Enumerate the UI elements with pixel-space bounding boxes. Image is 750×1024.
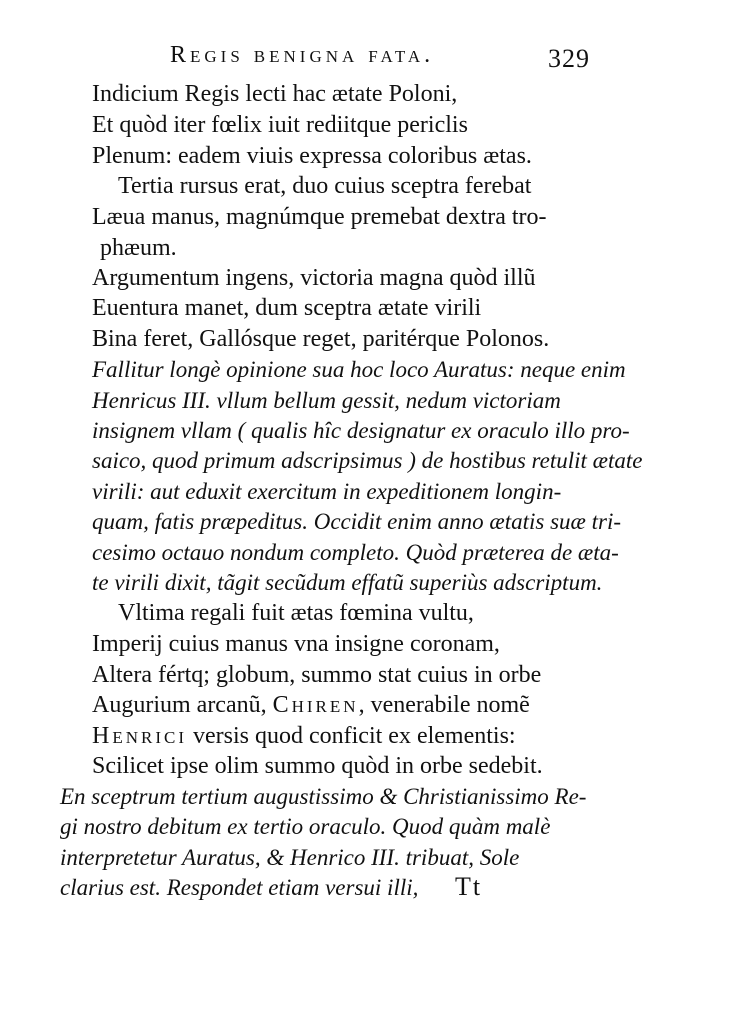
- commentary-line: Henricus III. vllum bellum gessit, nedum victoriam: [92, 388, 561, 413]
- verse-line: Læua manus, magnúmque premebat dextra tro-: [92, 204, 547, 230]
- king-name: Henrici: [92, 723, 187, 749]
- verse-line: Plenum: eadem viuis expressa coloribus ætas.: [92, 143, 532, 169]
- verse-line: Indicium Regis lecti hac ætate Poloni,: [92, 81, 458, 107]
- anagram-name: Chiren: [272, 692, 359, 718]
- commentary-line: cesimo octauo nondum completo. Quòd præterea de æta-: [92, 540, 619, 565]
- commentary-line: quam, fatis præpeditus. Occidit enim anno ætatis suæ tri-: [92, 509, 622, 534]
- commentary-line: virili: aut eduxit exercitum in expeditionem longin-: [92, 479, 562, 504]
- commentary-line: En sceptrum tertium augustissimo & Christianissimo Re-: [60, 784, 587, 809]
- commentary-line: te virili dixit, tãgit secũdum effatũ superiùs adscriptum.: [92, 570, 603, 595]
- verse-line: Tertia rursus erat, duo cuius sceptra ferebat: [118, 173, 532, 199]
- catchword: Tt: [455, 872, 483, 901]
- verse-line: [92, 724, 516, 748]
- commentary-line: insignem vllam ( qualis hîc designatur ex oraculo illo pro-: [92, 418, 630, 443]
- page-header: [170, 42, 590, 78]
- verse-text: , venerabile nomẽ: [358, 692, 530, 718]
- verse-line: Argumentum ingens, victoria magna quòd illũ: [92, 265, 536, 291]
- commentary-line: Fallitur longè opinione sua hoc loco Auratus: neque enim: [92, 357, 626, 382]
- commentary-line: gi nostro debitum ex tertio oraculo. Quod quàm malè: [60, 814, 551, 839]
- commentary-line: saico, quod primum adscripsimus ) de hostibus retulit ætate: [92, 448, 643, 473]
- commentary-line: interpretetur Auratus, & Henrico III. tribuat, Sole: [60, 845, 520, 870]
- verse-text: Augurium arcanũ,: [92, 692, 273, 718]
- commentary-line: clarius est. Respondet etiam versui illi,: [60, 875, 419, 900]
- verse-line: Vltima regali fuit ætas fœmina vultu,: [118, 600, 474, 626]
- verse-line: Euentura manet, dum sceptra ætate virili: [92, 295, 482, 321]
- verse-text: versis quod conficit ex elementis:: [187, 723, 516, 749]
- verse-line: Imperij cuius manus vna insigne coronam,: [92, 631, 500, 657]
- verse-line: Altera fértq; globum, summo stat cuius in orbe: [92, 662, 542, 688]
- page-number: 329: [548, 44, 590, 73]
- verse-line: Bina feret, Gallósque reget, paritérque Polonos.: [92, 326, 550, 352]
- verse-line: phæum.: [100, 235, 177, 261]
- verse-line: Scilicet ipse olim summo quòd in orbe sedebit.: [92, 753, 543, 779]
- verse-line: [92, 693, 530, 717]
- verse-line: Et quòd iter fœlix iuit rediitque periclis: [92, 112, 468, 138]
- running-head: Regis benigna fata.: [170, 42, 435, 68]
